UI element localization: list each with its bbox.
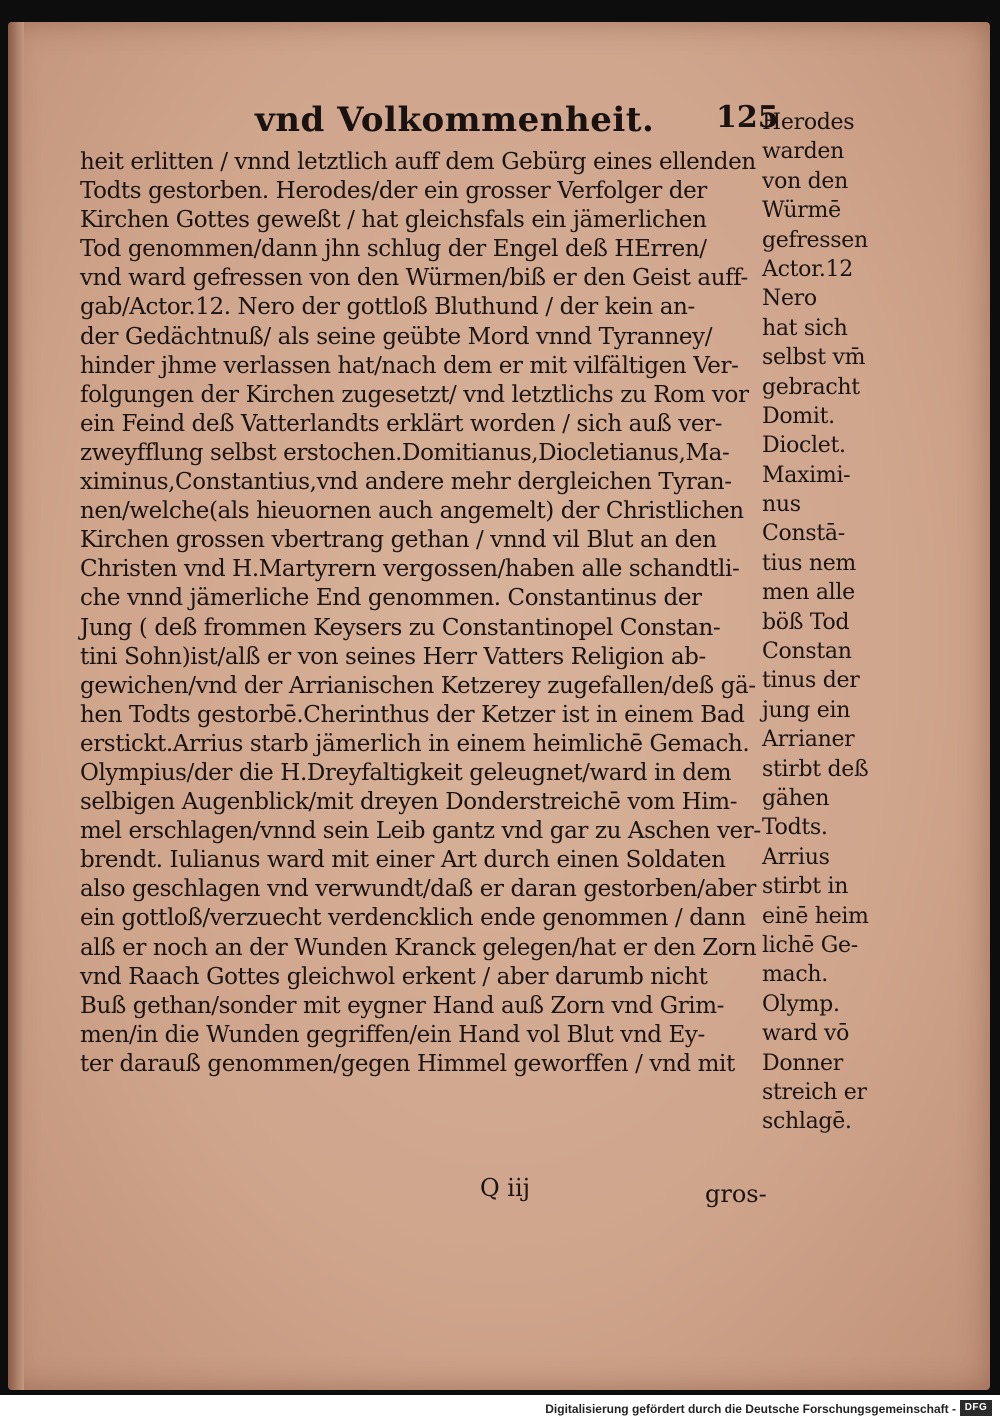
text-line: alß er noch an der Wunden Kranck gelegen/hat er den Zorn xyxy=(80,934,757,961)
text-line: vnd ward gefressen von den Würmen/biß er den Geist auff- xyxy=(80,265,748,292)
funding-credit: Digitalisierung gefördert durch die Deutsche Forschungsgemeinschaft - xyxy=(545,1402,956,1416)
marginal-note-line: Arrius xyxy=(762,844,830,870)
marginal-note-line: schlagē. xyxy=(762,1109,852,1135)
text-line: ein gottloß/verzuecht verdencklich ende genommen / dann xyxy=(80,905,746,932)
marginal-note-line: Olymp. xyxy=(762,991,840,1017)
text-line: erstickt.Arrius starb jämerlich in einem heimlichē Gemach. xyxy=(80,730,750,757)
text-line: vnd Raach Gottes gleichwol erkent / aber darumb nicht xyxy=(80,963,708,990)
marginal-note-line: gebracht xyxy=(762,374,860,400)
running-head: vnd Volkommenheit. xyxy=(255,100,655,140)
marginal-note-line: gähen xyxy=(762,785,830,811)
marginal-note-line: Constan xyxy=(762,639,852,665)
text-line: Kirchen Gottes geweßt / hat gleichsfals ein jämerlichen xyxy=(80,207,707,234)
text-line: Todts gestorben. Herodes/der ein grosser Verfolger der xyxy=(80,178,707,205)
marginal-note-line: selbst vm̄ xyxy=(762,345,866,371)
text-line: gab/Actor.12. Nero der gottloß Bluthund / der kein an- xyxy=(80,294,695,321)
text-line: folgungen der Kirchen zugesetzt/ vnd letztlichs zu Rom vor xyxy=(80,381,749,408)
marginal-note-line: Domit. xyxy=(762,403,835,429)
text-line: selbigen Augenblick/mit dreyen Donderstreichē vom Him- xyxy=(80,789,738,816)
text-line: nen/welche(als hieuornen auch angemelt) der Christlichen xyxy=(80,498,744,525)
marginal-note-line: warden xyxy=(762,139,844,165)
marginal-note-line: nus xyxy=(762,492,801,518)
marginal-note-line: Actor.12 xyxy=(762,256,853,282)
marginal-notes xyxy=(762,108,890,1137)
text-line: che vnnd jämerliche End genommen. Constantinus der xyxy=(80,585,702,612)
text-line: zweyfflung selbst erstochen.Domitianus,Diocletianus,Ma- xyxy=(80,439,730,466)
main-text-block xyxy=(80,148,765,1079)
marginal-note-line: Würmē xyxy=(762,198,841,224)
marginal-note-line: böß Tod xyxy=(762,609,850,635)
marginal-note-line: streich er xyxy=(762,1079,867,1105)
text-line: tini Sohn)ist/alß er von seines Herr Vatters Religion ab- xyxy=(80,643,706,670)
marginal-note-line: men alle xyxy=(762,580,855,606)
marginal-note-line: Maximi- xyxy=(762,462,851,488)
text-line: men/in die Wunden gegriffen/ein Hand vol Blut vnd Ey- xyxy=(80,1021,705,1048)
text-line: ein Feind deß Vatterlandts erklärt worden / sich auß ver- xyxy=(80,410,723,437)
page-edge xyxy=(8,22,24,1390)
marginal-note-line: gefressen xyxy=(762,227,868,253)
marginal-note-line: Todts. xyxy=(762,815,828,841)
marginal-note-line: Herodes xyxy=(762,110,855,135)
marginal-note-line: einē heim xyxy=(762,903,869,929)
text-line: hinder jhme verlassen hat/nach dem er mit vilfältigen Ver- xyxy=(80,352,739,379)
text-line: also geschlagen vnd verwundt/daß er daran gestorben/aber xyxy=(80,876,756,903)
catchword: gros- xyxy=(705,1180,767,1208)
footer-bar xyxy=(0,1395,1000,1423)
signature-mark: Q iij xyxy=(480,1174,531,1202)
text-line: ximinus,Constantius,vnd andere mehr dergleichen Tyran- xyxy=(80,469,732,496)
page-number: 125 xyxy=(716,100,779,135)
marginal-note-line: lichē Ge- xyxy=(762,932,858,958)
marginal-note-line: Donner xyxy=(762,1050,843,1076)
marginal-note-line: hat sich xyxy=(762,315,848,341)
text-line: Buß gethan/sonder mit eygner Hand auß Zorn vnd Grim- xyxy=(80,992,725,1019)
marginal-note-line: Constā- xyxy=(762,521,845,547)
dfg-logo: DFG xyxy=(960,1400,992,1416)
text-line: Christen vnd H.Martyrern vergossen/haben alle schandtli- xyxy=(80,556,740,583)
text-line: heit erlitten / vnnd letztlich auff dem Gebürg eines ellenden xyxy=(80,149,756,175)
marginal-note-line: stirbt in xyxy=(762,874,849,900)
marginal-note-line: Arrianer xyxy=(762,727,855,753)
marginal-note-line: tius nem xyxy=(762,550,856,576)
text-line: Kirchen grossen vbertrang gethan / vnnd vil Blut an den xyxy=(80,527,717,554)
marginal-note-line: mach. xyxy=(762,962,828,988)
text-line: Olympius/der die H.Dreyfaltigkeit geleugnet/ward in dem xyxy=(80,759,732,786)
marginal-note-line: tinus der xyxy=(762,668,860,694)
text-line: ter darauß genommen/gegen Himmel geworffen / vnd mit xyxy=(80,1050,735,1077)
text-line: der Gedächtnuß/ als seine geübte Mord vnnd Tyranney/ xyxy=(80,323,713,350)
text-line: brendt. Iulianus ward mit einer Art durch einen Soldaten xyxy=(80,847,726,874)
marginal-note-line: ward vō xyxy=(762,1021,850,1047)
marginal-note-line: Nero xyxy=(762,286,817,312)
text-line: Jung ( deß frommen Keysers zu Constantinopel Constan- xyxy=(80,614,721,641)
text-line: mel erschlagen/vnnd sein Leib gantz vnd gar zu Aschen ver- xyxy=(80,818,761,845)
marginal-note-line: jung ein xyxy=(762,697,851,723)
marginal-note-line: von den xyxy=(762,168,849,194)
marginal-note-line: stirbt deß xyxy=(762,756,869,782)
text-line: Tod genommen/dann jhn schlug der Engel deß HErren/ xyxy=(80,236,707,263)
text-line: hen Todts gestorbē.Cherinthus der Ketzer ist in einem Bad xyxy=(80,701,745,728)
text-line: gewichen/vnd der Arrianischen Ketzerey zugefallen/deß gä- xyxy=(80,672,756,699)
marginal-note-line: Dioclet. xyxy=(762,433,846,459)
